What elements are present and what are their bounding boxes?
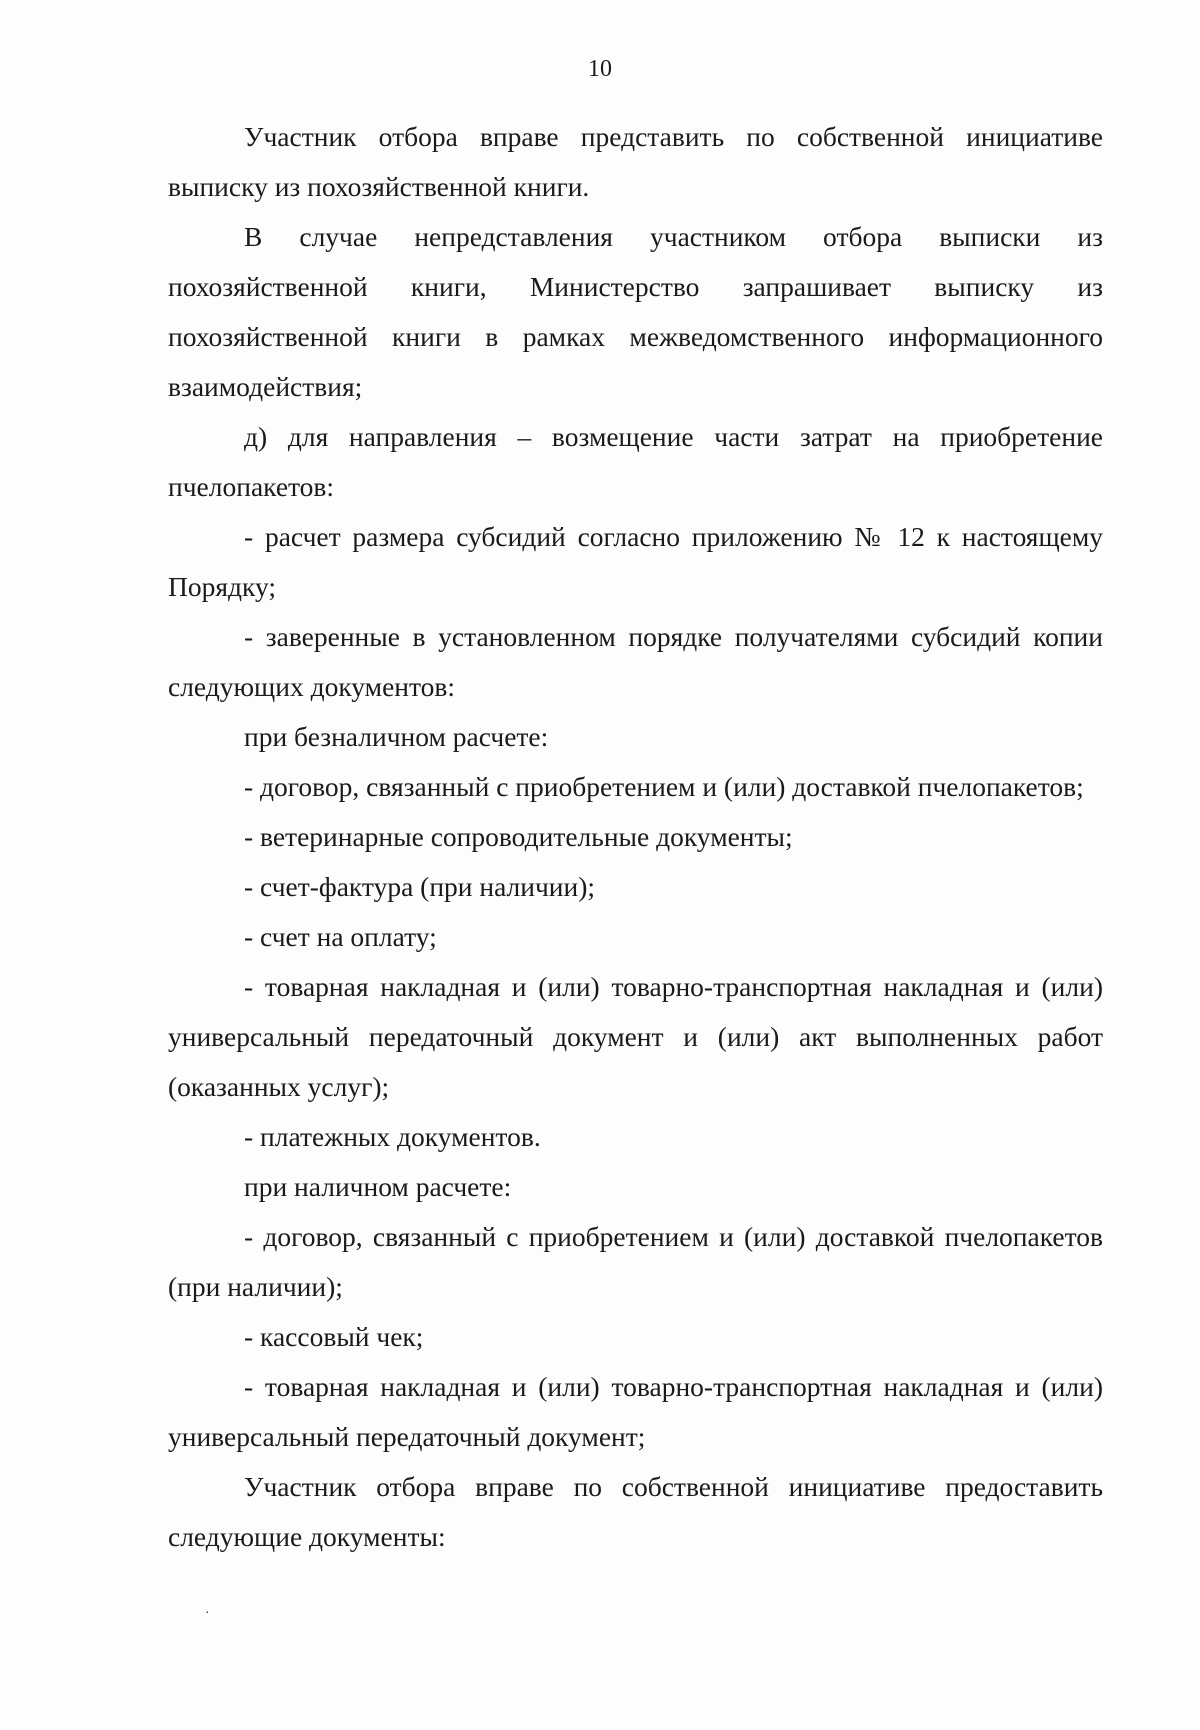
paragraph-1: Участник отбора вправе представить по собственной инициативе выписку из похозяйственной книги. [168, 121, 1103, 202]
paragraph-12: - платежных документов. [244, 1121, 541, 1152]
page-number: 10 [588, 56, 612, 82]
scan-speck: · [205, 1606, 210, 1621]
paragraph-6: при безналичном расчете: [244, 721, 549, 752]
paragraph-4: - расчет размера субсидий согласно приложению № 12 к настоящему Порядку; [168, 521, 1103, 602]
paragraph-13: при наличном расчете: [244, 1171, 512, 1202]
document-body [168, 112, 1103, 1562]
paragraph-7: - договор, связанный с приобретением и (или) доставкой пчелопакетов; [244, 771, 1084, 802]
paragraph-17: Участник отбора вправе по собственной инициативе предоставить следующие документы: [168, 1471, 1103, 1552]
paragraph-15: - кассовый чек; [244, 1321, 424, 1352]
paragraph-5: - заверенные в установленном порядке получателями субсидий копии следующих документов: [168, 621, 1103, 702]
paragraph-11: - товарная накладная и (или) товарно-транспортная накладная и (или) универсальный передаточный документ и (или) акт выполненных работ (оказанных услуг); [168, 971, 1103, 1102]
paragraph-10: - счет на оплату; [244, 921, 437, 952]
paragraph-9: - счет-фактура (при наличии); [244, 871, 596, 902]
paragraph-16: - товарная накладная и (или) товарно-транспортная накладная и (или) универсальный передаточный документ; [168, 1371, 1103, 1452]
paragraph-3: д) для направления – возмещение части затрат на приобретение пчелопакетов: [168, 421, 1103, 502]
paragraph-8: - ветеринарные сопроводительные документы; [244, 821, 793, 852]
paragraph-2: В случае непредставления участником отбора выписки из похозяйственной книги, Министерство запрашивает выписку из похозяйственной книги в рамках межведомственного информационного взаимодействия; [168, 221, 1103, 402]
paragraph-14: - договор, связанный с приобретением и (или) доставкой пчелопакетов (при наличии); [168, 1221, 1103, 1302]
